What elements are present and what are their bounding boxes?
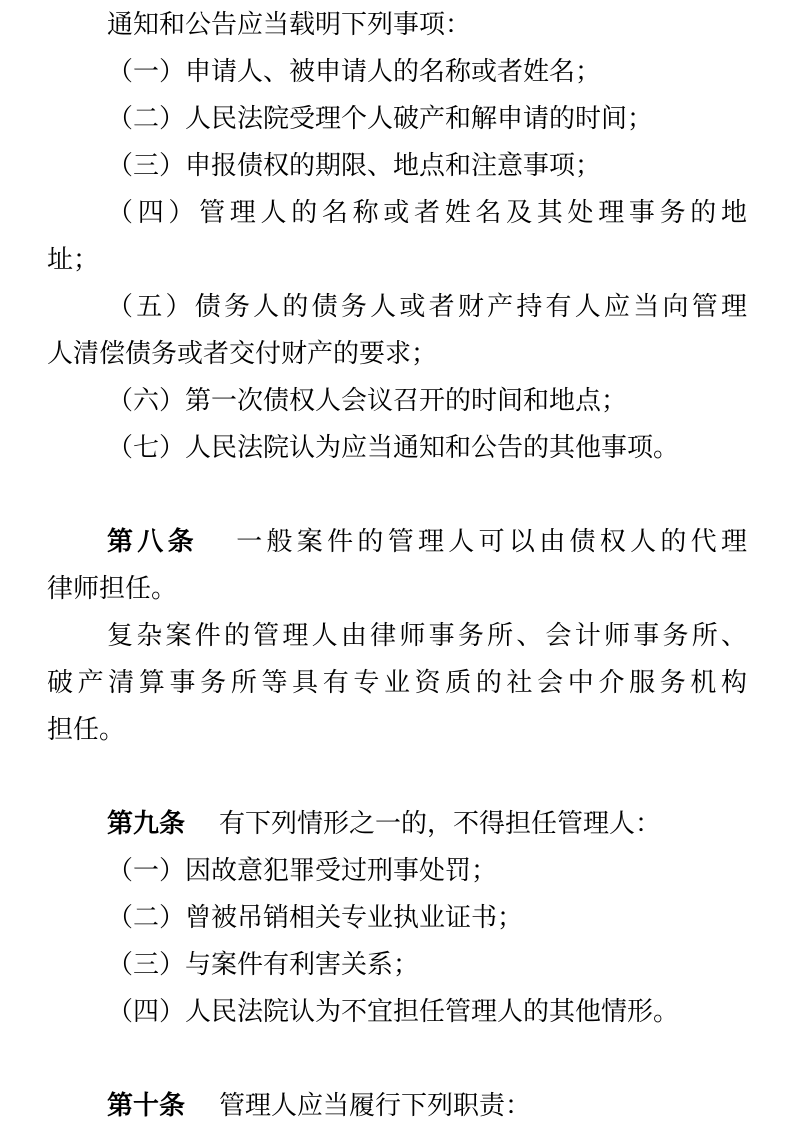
article-8-heading: 第八条 xyxy=(107,527,198,557)
article-8-para2-line1: 复杂案件的管理人由律师事务所、会计师事务所、 xyxy=(107,621,747,651)
notice-item-5-line1: （五）债务人的债务人或者财产持有人应当向管理 xyxy=(107,292,747,322)
notice-item-3: （三）申报债权的期限、地点和注意事项； xyxy=(107,151,602,181)
notice-item-4-line2: 址； xyxy=(47,245,100,275)
article-9-item-2: （二）曾被吊销相关专业执业证书； xyxy=(107,903,524,933)
article-8-para2-line2: 破产清算事务所等具有专业资质的社会中介服务机构 xyxy=(47,668,747,698)
notice-item-6: （六）第一次债权人会议召开的时间和地点； xyxy=(107,386,628,416)
article-9-item-4: （四）人民法院认为不宜担任管理人的其他情形。 xyxy=(107,997,680,1027)
article-9-item-3: （三）与案件有利害关系； xyxy=(107,950,420,980)
article-10-first-line xyxy=(107,1089,747,1123)
article-9-text: 有下列情形之一的，不得担任管理人： xyxy=(219,809,662,839)
article-8-text: 一般案件的管理人可以由债权人的代理 xyxy=(231,527,747,557)
notice-item-2: （二）人民法院受理个人破产和解申请的时间； xyxy=(107,104,654,134)
article-10-text: 管理人应当履行下列职责： xyxy=(219,1091,532,1121)
article-8-first-line xyxy=(107,525,747,559)
notice-item-4-line1: （四）管理人的名称或者姓名及其处理事务的地 xyxy=(107,198,747,228)
notice-intro-line: 通知和公告应当载明下列事项： xyxy=(107,10,472,40)
article-10-heading: 第十条 xyxy=(107,1091,186,1121)
article-8-continuation: 律师担任。 xyxy=(47,574,178,604)
article-9-item-1: （一）因故意犯罪受过刑事处罚； xyxy=(107,856,498,886)
notice-item-5-line2: 人清偿债务或者交付财产的要求； xyxy=(47,339,438,369)
article-9-heading: 第九条 xyxy=(107,809,186,839)
article-9-first-line xyxy=(107,807,747,841)
notice-item-7: （七）人民法院认为应当通知和公告的其他事项。 xyxy=(107,433,680,463)
article-8-para2-line3: 担任。 xyxy=(47,715,126,745)
notice-item-1: （一）申请人、被申请人的名称或者姓名； xyxy=(107,57,602,87)
